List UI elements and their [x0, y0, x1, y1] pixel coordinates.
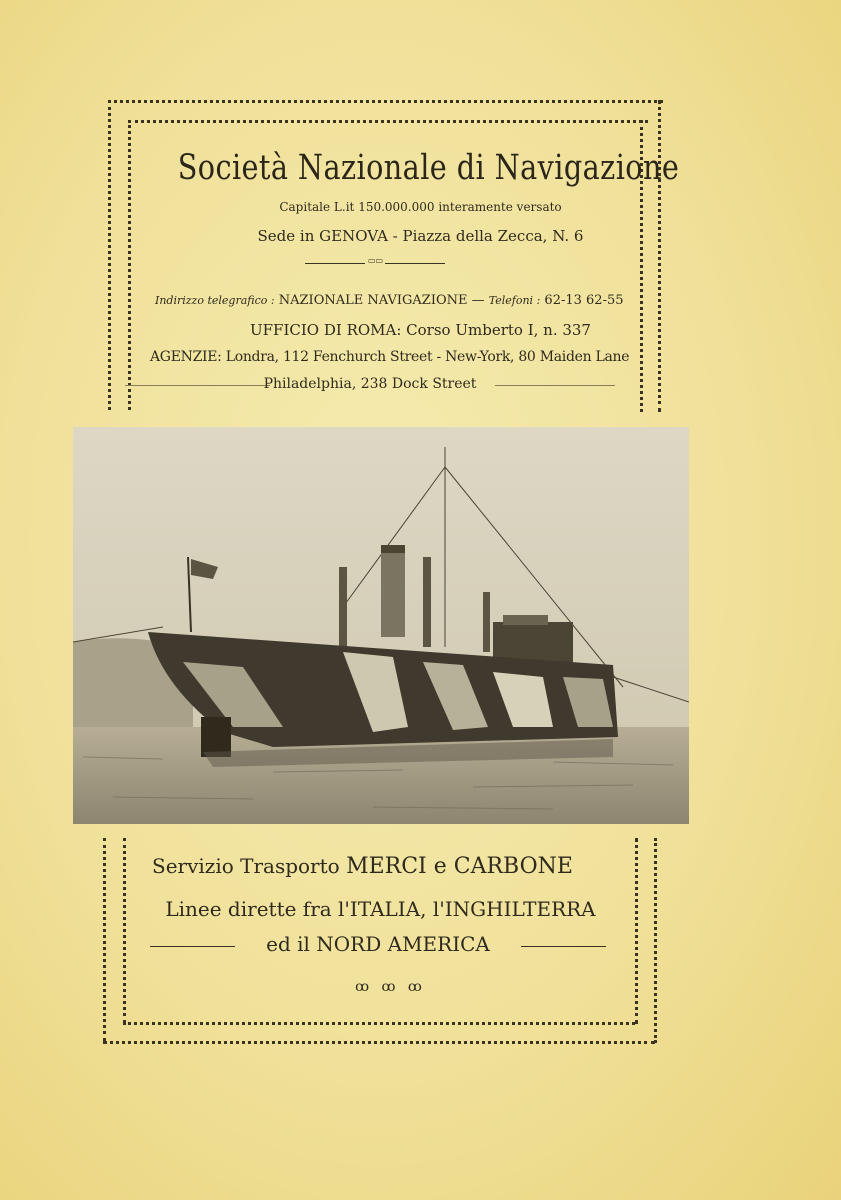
ornament: ꝏ ꝏ ꝏ	[355, 979, 426, 995]
lines-line: Linee dirette fra l'ITALIA, l'INGHILTERRA	[165, 897, 596, 921]
company-title: Società Nazionale di Navigazione	[177, 148, 680, 188]
capital-line: Capitale L.it 150.000.000 interamente versato	[279, 200, 562, 214]
america-line	[150, 932, 606, 962]
divider-ornament: ▭▭	[368, 256, 384, 265]
telegraph-label: Indirizzo telegrafico :	[155, 294, 275, 307]
header-frame	[108, 100, 663, 412]
divider	[305, 256, 445, 266]
america-text: ed il NORD AMERICA	[266, 932, 490, 956]
philadelphia-line	[125, 376, 615, 396]
telegraph-line	[155, 293, 624, 308]
seat-line: Sede in GENOVA - Piazza della Zecca, N. 6	[257, 227, 584, 245]
agencies: AGENZIE: Londra, 112 Fenchurch Street - New-York, 80 Maiden Lane	[150, 349, 630, 365]
philadelphia: Philadelphia, 238 Dock Street	[263, 376, 477, 392]
telegraph-value: NAZIONALE NAVIGAZIONE —	[278, 293, 485, 308]
service-prefix: Servizio Trasporto	[152, 854, 347, 878]
phone-value: 62-13 62-55	[544, 293, 624, 308]
ship-photo	[73, 427, 689, 824]
phone-label: Telefoni :	[488, 294, 541, 307]
service-caps: MERCI e CARBONE	[346, 854, 573, 879]
service-line	[152, 854, 573, 879]
rome-office: UFFICIO DI ROMA: Corso Umberto I, n. 337	[250, 321, 591, 339]
